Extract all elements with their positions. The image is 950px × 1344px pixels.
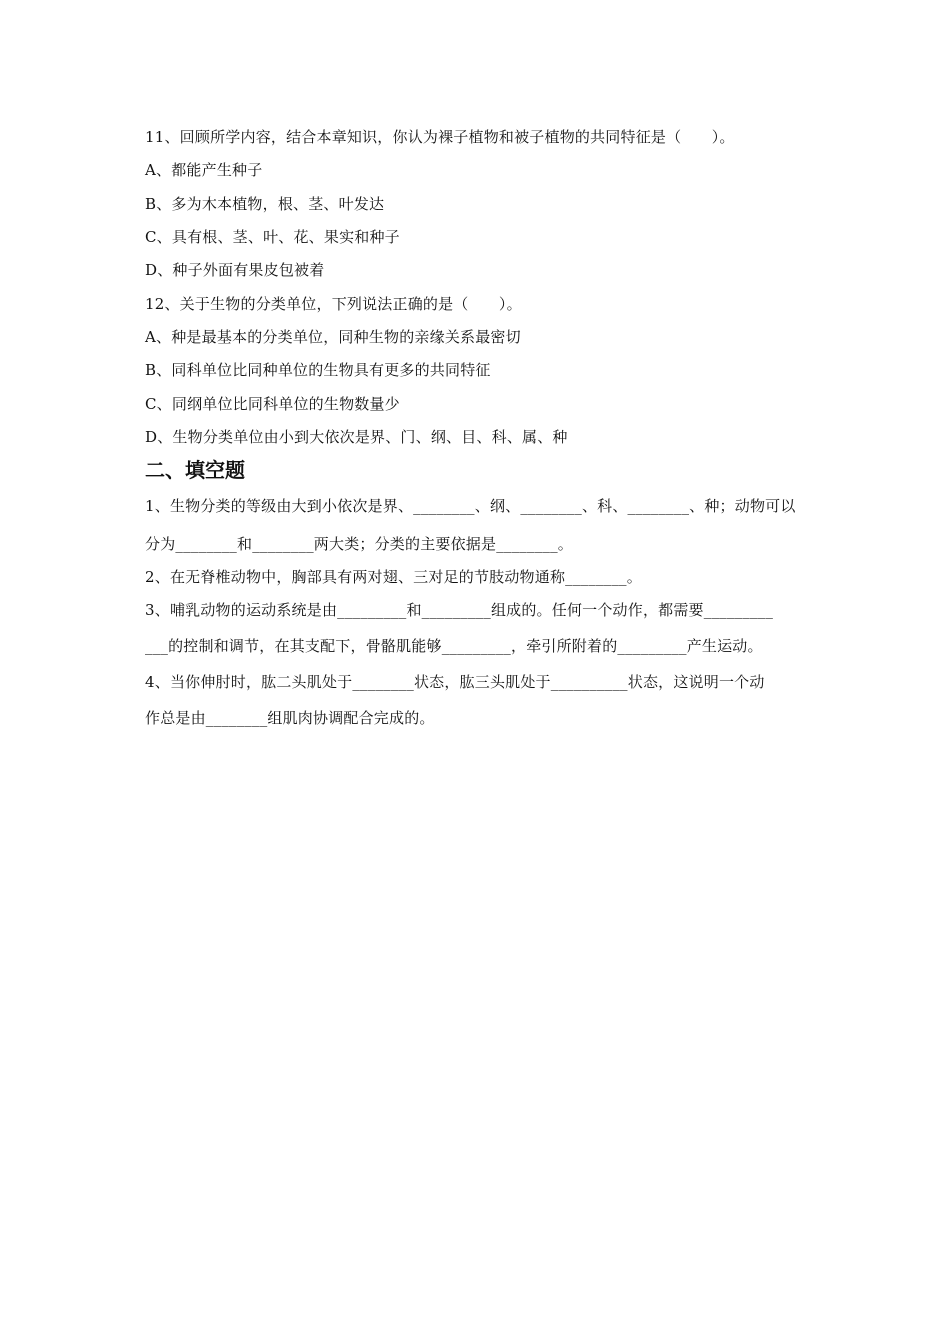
question-11-option-d: D、种子外面有果皮包被着 (145, 261, 325, 279)
question-11-option-c: C、具有根、茎、叶、花、果实和种子 (145, 228, 400, 246)
question-12-option-d: D、生物分类单位由小到大依次是界、门、纲、目、科、属、种 (145, 428, 568, 446)
question-11-option-b: B、多为木本植物，根、茎、叶发达 (145, 195, 385, 213)
question-11-option-a: A、都能产生种子 (145, 161, 263, 179)
fill-in-q3-line-2: ___的控制和调节，在其支配下，骨骼肌能够_________，牵引所附着的_________产生运动。 (145, 637, 763, 655)
section-heading-fill-in: 二、填空题 (145, 458, 245, 482)
fill-in-q1-line-1: 1、生物分类的等级由大到小依次是界、________、纲、________、科、________、种；动物可以 (145, 497, 796, 515)
question-12-option-a: A、种是最基本的分类单位，同种生物的亲缘关系最密切 (145, 328, 521, 346)
question-11-stem: 11、回顾所学内容，结合本章知识，你认为裸子植物和被子植物的共同特征是（ ）。 (145, 128, 735, 146)
fill-in-q3-line-1: 3、哺乳动物的运动系统是由_________和_________组成的。任何一个动作，都需要_________ (145, 601, 774, 619)
fill-in-q1-line-2: 分为________和________两大类；分类的主要依据是________。 (145, 535, 574, 553)
fill-in-q4-line-2: 作总是由________组肌肉协调配合完成的。 (145, 709, 435, 727)
question-12-stem: 12、关于生物的分类单位，下列说法正确的是（ ）。 (145, 295, 522, 313)
question-12-option-c: C、同纲单位比同科单位的生物数量少 (145, 395, 400, 413)
fill-in-q4-line-1: 4、当你伸肘时，肱二头肌处于________状态，肱三头肌处于__________状态，这说明一个动 (145, 673, 765, 691)
fill-in-q2: 2、在无脊椎动物中，胸部具有两对翅、三对足的节肢动物通称________。 (145, 568, 642, 586)
question-12-option-b: B、同科单位比同种单位的生物具有更多的共同特征 (145, 361, 491, 379)
